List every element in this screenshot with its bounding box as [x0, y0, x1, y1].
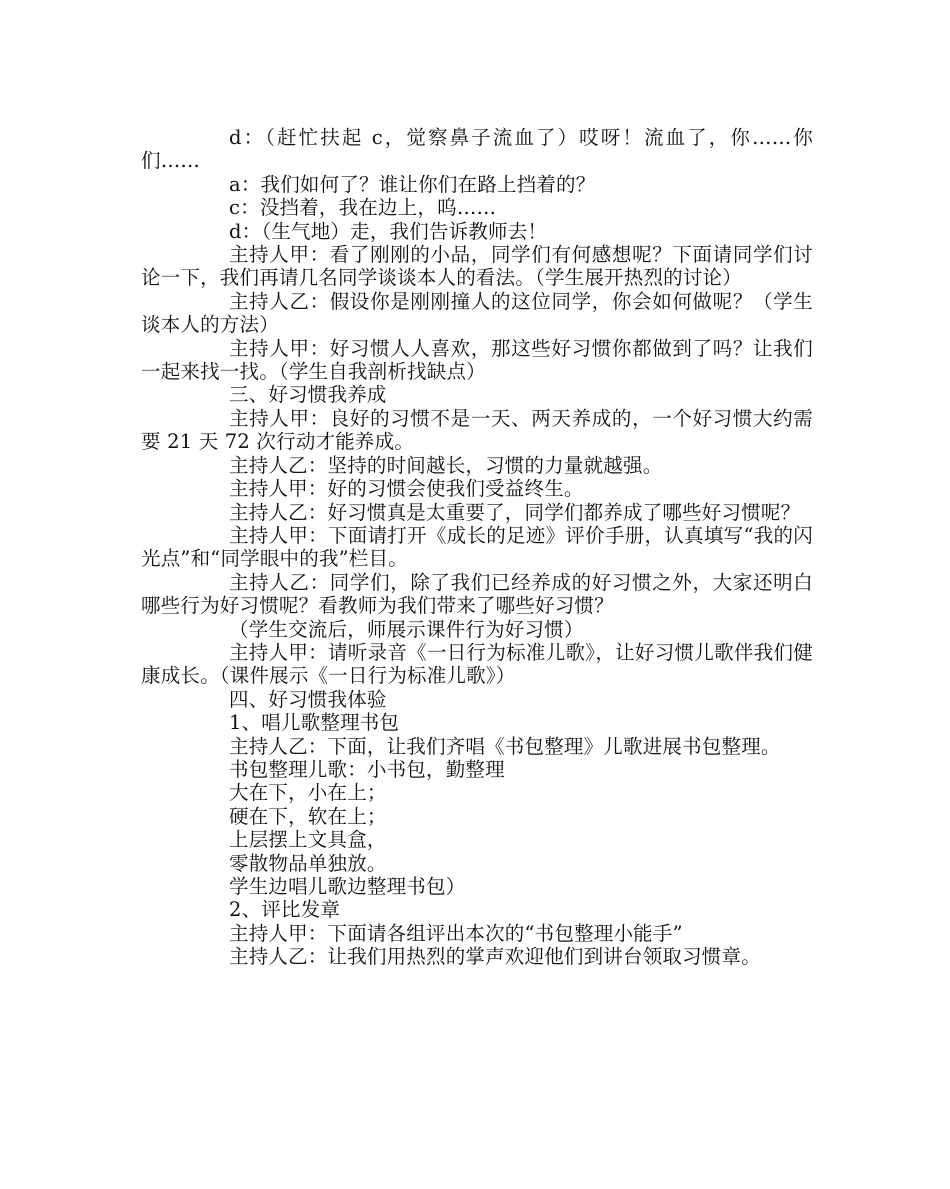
document-body — [141, 126, 813, 969]
paragraph-host-b-2: 主持人乙：坚持的时间越长，习惯的力量就越强。 — [229, 453, 663, 477]
song-line-4: 上层摆上文具盒， — [229, 828, 387, 852]
subheading-2: 2、评比发章 — [229, 898, 341, 922]
section-heading-4: 四、好习惯我体验 — [229, 687, 387, 711]
paragraph-note-2: 学生边唱儿歌边整理书包） — [229, 875, 466, 898]
paragraph-host-a-1: 主持人甲：看了刚刚的小品，同学们有何感想呢？下面请同学们讨论一下，我们再请几名同学谈谈本人的看法。（学生展开热烈的讨论） — [141, 243, 813, 290]
paragraph-host-a-7: 主持人甲：下面请各组评出本次的“书包整理小能手” — [229, 921, 683, 945]
song-line-5: 零散物品单独放。 — [229, 851, 387, 875]
paragraph-dialogue-d-1: d：（赶忙扶起 c，觉察鼻子流血了）哎呀！流血了，你……你们…… — [141, 126, 813, 173]
paragraph-host-b-5: 主持人乙：下面，让我们齐唱《书包整理》儿歌进展书包整理。 — [229, 734, 781, 758]
paragraph-host-b-4: 主持人乙：同学们，除了我们已经养成的好习惯之外，大家还明白哪些行为好习惯呢？看教师为我们带来了哪些好习惯？ — [141, 570, 813, 618]
paragraph-host-a-2: 主持人甲：好习惯人人喜欢，那这些好习惯你都做到了吗？让我们一起来找一找。（学生自我剖析找缺点） — [141, 336, 813, 384]
paragraph-dialogue-d-2: d：（生气地）走，我们告诉教师去！ — [229, 219, 548, 243]
paragraph-note-1: （学生交流后，师展示课件行为好习惯） — [229, 617, 584, 641]
song-line-3: 硬在下，软在上； — [229, 804, 387, 828]
song-line-2: 大在下，小在上； — [229, 781, 387, 805]
paragraph-host-b-6: 主持人乙：让我们用热烈的掌声欢迎他们到讲台领取习惯章。 — [229, 945, 761, 969]
paragraph-host-b-3: 主持人乙：好习惯真是太重要了，同学们都养成了哪些好习惯呢？ — [229, 500, 801, 524]
paragraph-host-b-1: 主持人乙：假设你是刚刚撞人的这位同学，你会如何做呢？（学生谈本人的方法） — [141, 289, 813, 337]
paragraph-dialogue-a: a：我们如何了？谁让你们在路上挡着的？ — [229, 172, 596, 196]
paragraph-host-a-4: 主持人甲：好的习惯会使我们受益终生。 — [229, 477, 584, 501]
paragraph-host-a-3: 主持人甲：良好的习惯不是一天、两天养成的，一个好习惯大约需要 21 天 72 次行动才能养成。 — [141, 406, 813, 454]
song-line-1: 书包整理儿歌：小书包，勤整理 — [229, 757, 505, 781]
paragraph-host-a-6: 主持人甲：请听录音《一日行为标准儿歌》，让好习惯儿歌伴我们健康成长。（课件展示《一日行为标准儿歌》） — [141, 640, 813, 688]
section-heading-3: 三、好习惯我养成 — [229, 383, 387, 407]
paragraph-host-a-5: 主持人甲：下面请打开《成长的足迹》评价手册，认真填写“我的闪光点”和“同学眼中的我”栏目。 — [141, 523, 813, 571]
paragraph-dialogue-c: c：没挡着，我在边上，呜…… — [229, 196, 497, 220]
subheading-1: 1、唱儿歌整理书包 — [229, 711, 400, 735]
